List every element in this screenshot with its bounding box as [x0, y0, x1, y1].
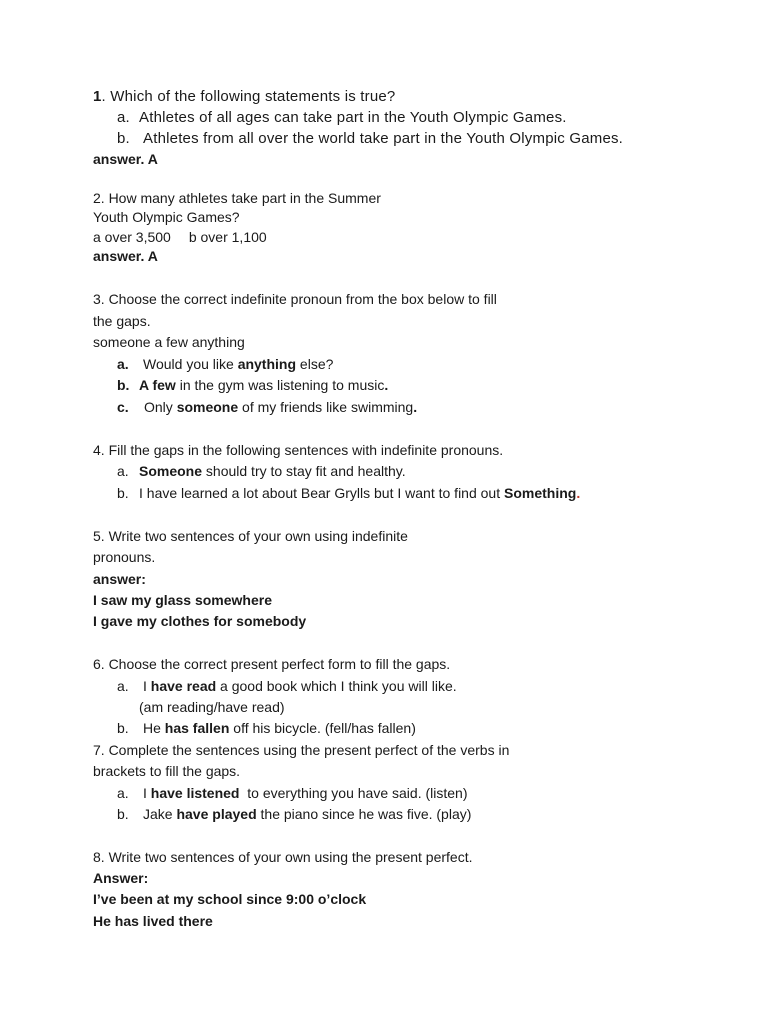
q4-item-b-end: .	[576, 485, 581, 501]
q6-item-a-pre: I	[143, 678, 151, 694]
q6-item-a-label: a.	[117, 678, 129, 694]
q1-number: 1	[93, 88, 102, 105]
q2-options	[93, 228, 267, 246]
q1-option-b	[117, 130, 623, 148]
q4-item-a-label: a.	[117, 463, 129, 479]
q3-item-c	[117, 398, 417, 416]
q6-item-b-label: b.	[117, 720, 129, 736]
q3-item-a	[117, 355, 333, 373]
q4-item-b-answer: Something	[504, 485, 577, 501]
q6-item-a-post: a good book which I think you will like.	[216, 678, 457, 694]
q1-option-a-label: a.	[117, 109, 130, 126]
q5-answer-1: I saw my glass somewhere	[93, 592, 272, 608]
q7-item-b-pre: Jake	[143, 806, 177, 822]
q1-answer-value: . A	[140, 151, 158, 167]
q5-question-line2: pronouns.	[93, 549, 156, 565]
q3-item-c-label: c.	[117, 399, 129, 415]
q6-item-b-pre: He	[143, 720, 165, 736]
q1-option-b-text: Athletes from all over the world take part in the Youth Olympic Games.	[143, 130, 624, 147]
q4-item-b	[117, 484, 580, 502]
q6-question: 6. Choose the correct present perfect form to fill the gaps.	[93, 656, 451, 672]
q4-item-a-post: should try to stay fit and healthy.	[202, 463, 406, 479]
q1-answer	[93, 150, 158, 168]
q4-item-a	[117, 462, 406, 480]
q7-item-b-post: the piano since he was five. (play)	[256, 806, 472, 822]
q3-item-a-pre: Would you like	[143, 356, 238, 372]
q7-item-a-label: a.	[117, 785, 129, 801]
q8-answer-label: Answer:	[93, 870, 149, 886]
q1-option-a	[117, 109, 567, 127]
q2-question-line1: 2. How many athletes take part in the Summer	[93, 190, 381, 206]
q3-item-c-post: of my friends like swimming	[238, 399, 414, 415]
q6-item-a-answer: have read	[150, 678, 217, 694]
q4-item-b-label: b.	[117, 485, 129, 501]
q3-item-b-answer: A few	[139, 377, 176, 393]
q3-item-c-end: .	[413, 399, 418, 415]
q3-item-b-end: .	[384, 377, 389, 393]
q7-item-a	[117, 784, 468, 802]
q1-question	[93, 88, 395, 106]
q3-question-line2: the gaps.	[93, 313, 151, 329]
q1-answer-label: answer	[93, 151, 141, 167]
q6-item-b	[117, 719, 416, 737]
q3-word-box: someone a few anything	[93, 334, 245, 350]
q8-answer-2: He has lived there	[93, 913, 213, 929]
q3-item-b-post: in the gym was listening to music	[175, 377, 385, 393]
q2-answer: answer. A	[93, 248, 158, 264]
q5-question-line1: 5. Write two sentences of your own using indefinite	[93, 528, 408, 544]
q6-item-a	[117, 677, 457, 695]
q3-item-a-post: else?	[296, 356, 334, 372]
q7-question-line1: 7. Complete the sentences using the present perfect of the verbs in	[93, 742, 510, 758]
q3-question-line1: 3. Choose the correct indefinite pronoun from the box below to fill	[93, 291, 497, 307]
q4-question: 4. Fill the gaps in the following sentences with indefinite pronouns.	[93, 442, 504, 458]
q3-item-b-label: b.	[117, 377, 130, 393]
q5-answer-2: I gave my clothes for somebody	[93, 613, 307, 629]
q7-item-b-answer: have played	[176, 806, 257, 822]
q3-item-a-label: a.	[117, 356, 129, 372]
q6-item-b-post: off his bicycle. (fell/has fallen)	[229, 720, 416, 736]
q4-item-a-answer: Someone	[139, 463, 203, 479]
q3-item-b	[117, 376, 388, 394]
q2-question-line2: Youth Olympic Games?	[93, 209, 240, 225]
q8-question: 8. Write two sentences of your own using the present perfect.	[93, 849, 473, 865]
q2-option-a: a over 3,500	[93, 229, 171, 245]
q3-item-a-answer: anything	[237, 356, 297, 372]
q8-answer-1: I’ve been at my school since 9:00 o’clock	[93, 891, 367, 907]
q6-item-a-hint: (am reading/have read)	[139, 699, 285, 715]
q3-item-c-answer: someone	[176, 399, 239, 415]
q7-item-b-label: b.	[117, 806, 129, 822]
q7-item-b	[117, 805, 471, 823]
q2-option-b: b over 1,100	[188, 229, 267, 245]
q6-item-b-answer: has fallen	[164, 720, 230, 736]
q7-item-a-pre: I	[143, 785, 151, 801]
q7-item-a-post: to everything you have said. (listen)	[239, 785, 468, 801]
q7-question-line2: brackets to fill the gaps.	[93, 763, 241, 779]
q7-item-a-answer: have listened	[150, 785, 240, 801]
q1-option-b-label: b.	[117, 130, 130, 147]
q1-question-text: . Which of the following statements is true?	[101, 88, 396, 105]
q1-option-a-text: Athletes of all ages can take part in the Youth Olympic Games.	[139, 109, 567, 126]
q4-item-b-pre: I have learned a lot about Bear Grylls but I want to find out	[139, 485, 504, 501]
q5-answer-label: answer:	[93, 571, 146, 587]
q3-item-c-pre: Only	[144, 399, 177, 415]
